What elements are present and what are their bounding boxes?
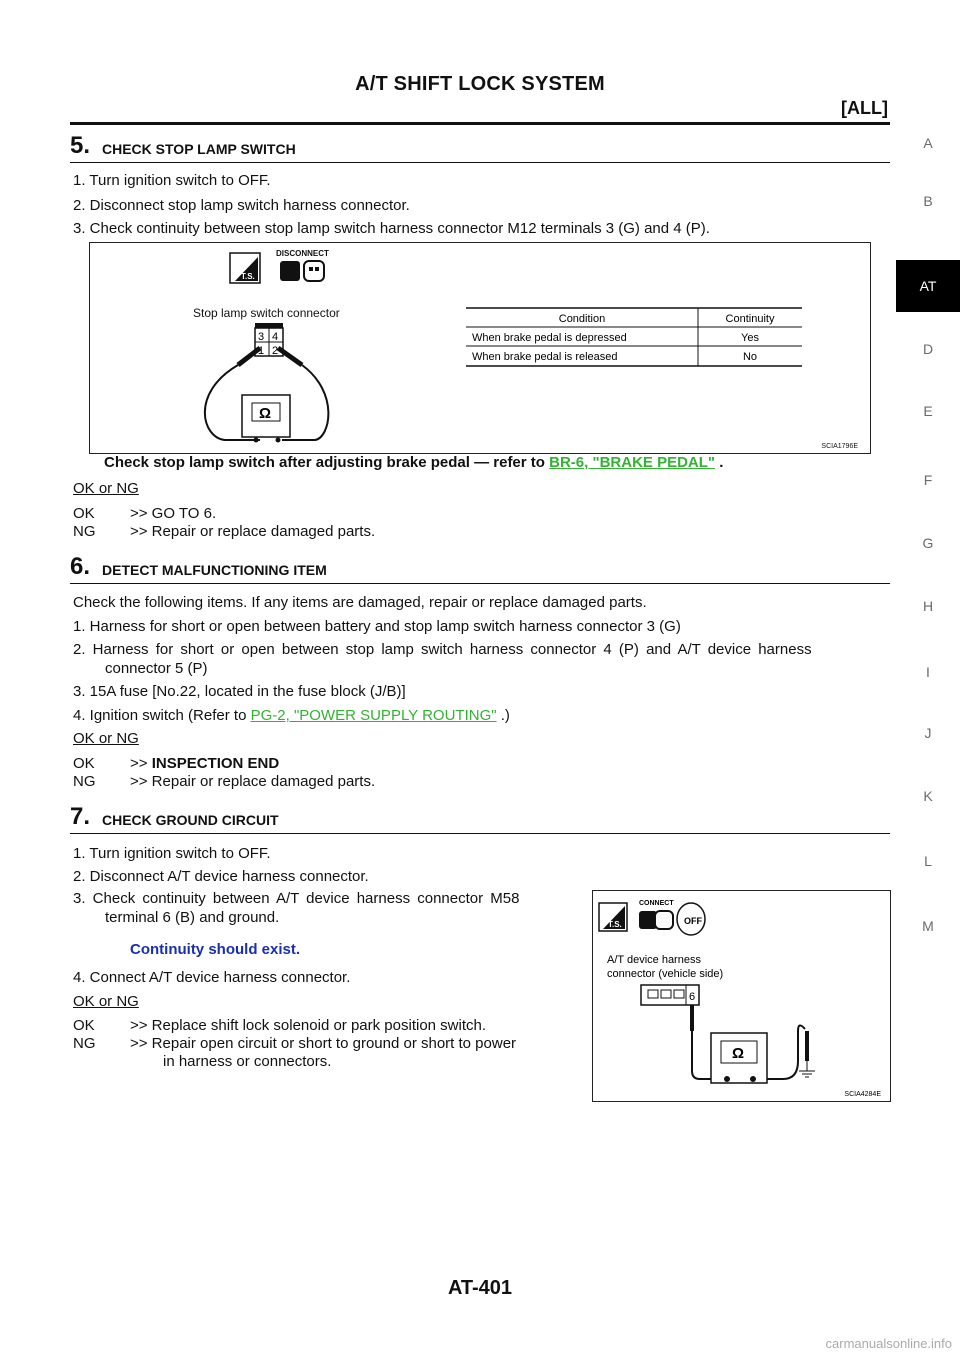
step-6-intro: Check the following items. If any items are damaged, repair or replace damaged parts.	[73, 594, 647, 611]
step-number: 6.	[70, 553, 91, 580]
tab-g[interactable]: G	[922, 535, 934, 551]
continuity-table	[466, 308, 802, 366]
ground-icon	[799, 1061, 815, 1077]
step-5-ok-action: >> GO TO 6.	[130, 505, 217, 522]
table-cell: No	[742, 351, 758, 363]
connector-label-line-2: connector (vehicle side)	[607, 968, 724, 980]
step-number: 7.	[70, 803, 91, 830]
table-cell: Yes	[741, 332, 759, 344]
header-rule	[70, 122, 890, 125]
step-5-note	[104, 454, 723, 472]
step-7-ng-action-cont: in harness or connectors.	[163, 1053, 332, 1070]
step-7-item-3: 3. Check continuity between A/T device harness connector M58	[73, 890, 520, 907]
step-6-ng-action: >> Repair or replace damaged parts.	[130, 773, 376, 790]
tab-k[interactable]: K	[923, 788, 933, 804]
tab-m[interactable]: M	[922, 918, 934, 934]
ok-label: OK	[73, 505, 95, 522]
continuity-spec: Continuity should exist.	[130, 941, 301, 958]
disconnect-icon	[276, 249, 329, 281]
step-title: CHECK STOP LAMP SWITCH	[102, 141, 296, 157]
step-5-item-2: 2. Disconnect stop lamp switch harness connector.	[73, 197, 410, 214]
step-6-item-2: 2. Harness for short or open between stop lamp switch harness connector 4 (P) and A/T device harness	[73, 641, 812, 658]
step-7-item-4: 4. Connect A/T device harness connector.	[73, 969, 351, 986]
ts-label: T.S.	[608, 920, 622, 929]
pin-1: 1	[258, 345, 265, 357]
tab-e[interactable]: E	[923, 403, 933, 419]
ts-icon	[599, 903, 627, 931]
step-6-item-2-cont: connector 5 (P)	[105, 660, 208, 677]
page-title: A/T SHIFT LOCK SYSTEM	[355, 73, 605, 95]
step-number: 5.	[70, 132, 91, 159]
connect-label: CONNECT	[639, 900, 674, 907]
stop-lamp-switch-figure	[89, 242, 871, 454]
tab-a[interactable]: A	[923, 135, 933, 151]
brake-pedal-link[interactable]: BR-6, "BRAKE PEDAL"	[549, 454, 716, 471]
step-title: CHECK GROUND CIRCUIT	[102, 812, 279, 828]
at-device-ground-figure	[592, 890, 891, 1102]
step-title: DETECT MALFUNCTIONING ITEM	[102, 562, 327, 578]
figure-code: SCIA4284E	[844, 1091, 881, 1098]
ng-label: NG	[73, 773, 96, 790]
note-text: Check stop lamp switch after adjusting brake pedal — refer to	[104, 454, 545, 471]
page-number: AT-401	[447, 1277, 513, 1299]
page-scope: [ALL]	[841, 98, 888, 118]
step-7-heading	[70, 803, 890, 834]
tab-b[interactable]: B	[923, 193, 933, 209]
table-header-condition: Condition	[558, 313, 606, 325]
table-cell: When brake pedal is released	[472, 351, 618, 363]
stop-lamp-switch-diagram	[90, 243, 870, 453]
tab-d[interactable]: D	[922, 341, 934, 357]
ignition-off-icon	[677, 903, 705, 935]
table-header-continuity: Continuity	[725, 313, 775, 325]
tab-f[interactable]: F	[923, 472, 933, 488]
ohm-icon: Ω	[259, 405, 272, 422]
ohm-icon: Ω	[732, 1045, 745, 1062]
ts-icon	[230, 253, 260, 283]
pin-4: 4	[272, 331, 279, 343]
tab-at[interactable]: AT	[896, 260, 960, 312]
ng-label: NG	[73, 523, 96, 540]
connector-label-line-1: A/T device harness	[607, 954, 701, 966]
ok-label: OK	[73, 755, 95, 772]
pin-3: 3	[258, 331, 265, 343]
step-7-item-2: 2. Disconnect A/T device harness connector.	[73, 868, 369, 885]
step-6-item-1: 1. Harness for short or open between battery and stop lamp switch harness connector 3 (G)	[73, 618, 681, 635]
at-device-ground-diagram	[593, 891, 890, 1101]
ok-or-ng-label: OK or NG	[73, 993, 139, 1010]
ok-arrow: >>	[130, 755, 148, 772]
disconnect-label: DISCONNECT	[276, 249, 329, 258]
tab-i[interactable]: I	[926, 664, 930, 680]
connect-icon	[639, 900, 674, 929]
figure-code: SCIA1796E	[821, 443, 858, 450]
step-6-item-3: 3. 15A fuse [No.22, located in the fuse block (J/B)]	[73, 683, 406, 700]
tab-h[interactable]: H	[922, 598, 934, 614]
ts-label: T.S.	[241, 272, 255, 281]
step-5-item-1: 1. Turn ignition switch to OFF.	[73, 172, 271, 189]
step-7-ng-action: >> Repair open circuit or short to ground or short to power	[130, 1035, 517, 1052]
ng-label: NG	[73, 1035, 96, 1052]
watermark: carmanualsonline.info	[825, 1336, 952, 1351]
connector-label: Stop lamp switch connector	[193, 306, 340, 320]
tab-j[interactable]: J	[924, 725, 932, 741]
step-7-ok-action: >> Replace shift lock solenoid or park position switch.	[130, 1017, 487, 1034]
item-suffix: .)	[500, 707, 510, 724]
note-suffix: .	[719, 454, 724, 471]
pin-2: 2	[272, 345, 279, 357]
tab-l[interactable]: L	[924, 853, 932, 869]
step-5-heading	[70, 132, 890, 163]
power-supply-routing-link[interactable]: PG-2, "POWER SUPPLY ROUTING"	[250, 707, 497, 724]
step-6-item-4	[73, 707, 510, 725]
off-label: OFF	[684, 916, 702, 926]
step-6-heading	[70, 553, 890, 584]
inspection-end: INSPECTION END	[151, 755, 280, 772]
table-cell: When brake pedal is depressed	[472, 332, 627, 344]
step-7-item-1: 1. Turn ignition switch to OFF.	[73, 845, 271, 862]
ok-label: OK	[73, 1017, 95, 1034]
step-6-ok-action	[130, 755, 279, 773]
pin-6: 6	[689, 991, 696, 1003]
step-5-ng-action: >> Repair or replace damaged parts.	[130, 523, 376, 540]
step-7-item-3-cont: terminal 6 (B) and ground.	[105, 909, 280, 926]
item-text: 4. Ignition switch (Refer to	[73, 707, 247, 724]
ok-or-ng-label: OK or NG	[73, 730, 139, 747]
step-5-item-3: 3. Check continuity between stop lamp switch harness connector M12 terminals 3 (G) and 4 (P).	[73, 220, 710, 237]
ok-or-ng-label: OK or NG	[73, 480, 139, 497]
